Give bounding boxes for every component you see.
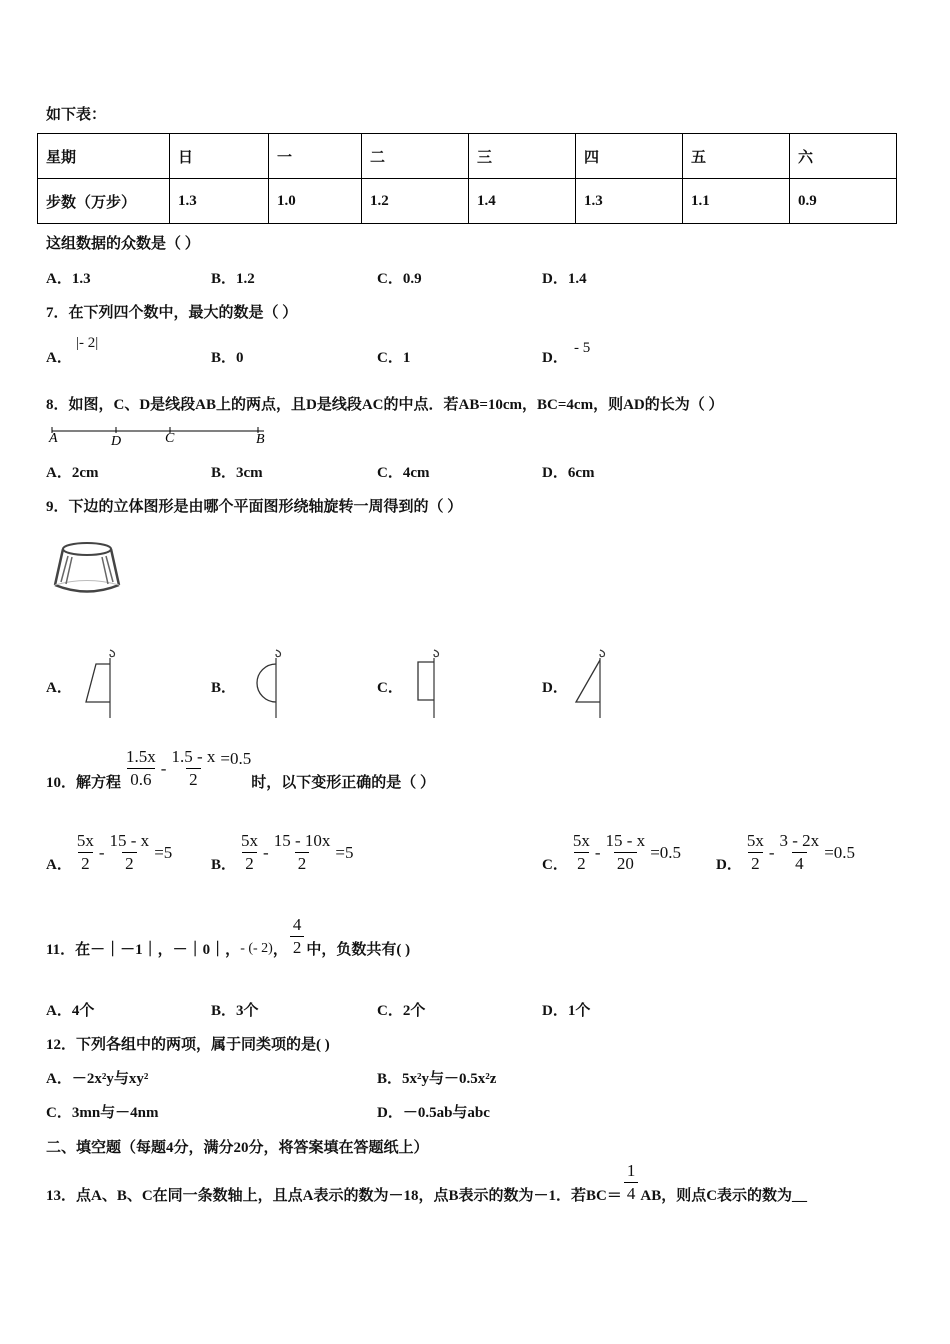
fraction bbox=[744, 830, 767, 875]
q10-option-d-label: D． bbox=[716, 857, 742, 873]
q11-option-b: B．3个 bbox=[211, 1003, 259, 1019]
q12-option-a: A．－2x²y与xy² bbox=[46, 1071, 149, 1087]
point-label-d: D bbox=[111, 434, 122, 448]
q10-prefix: 10．解方程 bbox=[46, 775, 122, 791]
point-label-b: B bbox=[256, 432, 265, 447]
q10-option-a-label: A． bbox=[46, 857, 72, 873]
q11-expression: - (- 2) bbox=[240, 940, 273, 956]
fraction bbox=[603, 830, 649, 875]
q11-option-a: A．4个 bbox=[46, 1003, 95, 1019]
q11-option-c: C．2个 bbox=[377, 1003, 426, 1019]
table-cell: 1.4 bbox=[469, 179, 576, 224]
q8-option-d: D．6cm bbox=[542, 465, 595, 481]
q13-suffix: AB，则点C表示的数为__ bbox=[640, 1188, 808, 1204]
q6-option-a: A．1.3 bbox=[46, 271, 91, 287]
fraction-denominator: 2 bbox=[295, 852, 310, 875]
q7-option-b: B．0 bbox=[211, 350, 244, 366]
q12-option-d: D．－0.5ab与abc bbox=[377, 1105, 490, 1121]
q11-stem bbox=[46, 914, 410, 959]
q10-option-c-label: C． bbox=[542, 857, 568, 873]
fraction-numerator: 15 - x bbox=[109, 831, 150, 850]
q11-prefix: 11．在－｜－1｜，－｜0｜， bbox=[46, 942, 241, 958]
fraction-numerator: 3 - 2x bbox=[779, 831, 820, 850]
table-cell: 六 bbox=[790, 134, 897, 179]
table-cell: 四 bbox=[576, 134, 683, 179]
q10-eq-fraction-2 bbox=[168, 746, 218, 791]
q9-option-b-label: B． bbox=[211, 680, 237, 696]
q8-line-segment-diagram bbox=[46, 424, 276, 448]
q10-option-d: D． $\frac{5x}{2}$ - $\frac{3 - 2x}{4}$ =0.5 bbox=[716, 831, 856, 873]
q9-option-b-semicircle-figure bbox=[250, 646, 290, 718]
table-cell: 1.1 bbox=[683, 179, 790, 224]
fraction bbox=[271, 830, 334, 875]
fraction-numerator: 1.5 - x bbox=[171, 747, 216, 766]
q6-stem: 这组数据的众数是（ ） bbox=[46, 236, 200, 252]
steps-table bbox=[37, 133, 897, 224]
q11-suffix: 中，负数共有( ) bbox=[306, 942, 411, 958]
table-cell: 步数（万步） bbox=[38, 179, 170, 224]
q9-option-d-label: D． bbox=[542, 680, 568, 696]
q13-prefix: 13．点A、B、C在同一条数轴上，且点A表示的数为－18，点B表示的数为－1．若BC＝ bbox=[46, 1188, 622, 1204]
q12-option-c: C．3mn与－4nm bbox=[46, 1105, 159, 1121]
q10-option-b-label: B． bbox=[211, 857, 237, 873]
fraction-denominator: 2 bbox=[122, 852, 137, 875]
q7-option-d-label: D． bbox=[542, 350, 568, 366]
q7-option-d-value: - 5 bbox=[574, 340, 591, 356]
fraction-denominator: 2 bbox=[78, 852, 93, 875]
fraction-denominator: 4 bbox=[624, 1182, 639, 1205]
q6-option-d: D．1.4 bbox=[542, 271, 587, 287]
table-cell: 1.0 bbox=[269, 179, 362, 224]
q9-option-c-label: C． bbox=[377, 680, 403, 696]
q10-option-c-rhs: =0.5 bbox=[650, 842, 682, 862]
fraction-numerator: 1.5x bbox=[126, 747, 156, 766]
q9-option-c-rectangle-figure bbox=[410, 646, 450, 718]
q7-option-a-value: |- 2| bbox=[76, 335, 99, 351]
q11-fraction bbox=[290, 914, 305, 959]
table-cell: 1.3 bbox=[170, 179, 269, 224]
fraction-denominator: 2 bbox=[748, 852, 763, 875]
table-cell: 日 bbox=[170, 134, 269, 179]
q10-eq-fraction-1 bbox=[123, 746, 159, 791]
fraction-denominator: 2 bbox=[186, 768, 201, 791]
q10-option-c: C． $\frac{5x}{2}$ - $\frac{15 - x}{20}$ =0.5 bbox=[542, 831, 682, 873]
q12-stem: 12．下列各组中的两项，属于同类项的是( ) bbox=[46, 1037, 330, 1053]
intro-text: 如下表： bbox=[46, 107, 107, 123]
q13-fraction bbox=[624, 1160, 639, 1205]
q9-stem: 9．下边的立体图形是由哪个平面图形绕轴旋转一周得到的（ ） bbox=[46, 499, 463, 515]
table-cell: 五 bbox=[683, 134, 790, 179]
fraction-denominator: 2 bbox=[574, 852, 589, 875]
q9-option-a-label: A． bbox=[46, 680, 72, 696]
point-label-c: C bbox=[165, 431, 175, 446]
q10-eq-rhs: =0.5 bbox=[220, 748, 252, 768]
section-heading-fill-in: 二、填空题（每题4分，满分20分，将答案填在答题纸上） bbox=[46, 1140, 429, 1156]
table-cell: 一 bbox=[269, 134, 362, 179]
fraction-numerator: 5x bbox=[76, 831, 94, 850]
q7-option-a-label: A． bbox=[46, 350, 72, 366]
q10-option-a-rhs: =5 bbox=[154, 842, 173, 862]
fraction bbox=[238, 830, 261, 875]
fraction-numerator: 4 bbox=[292, 915, 302, 934]
q11-option-d: D．1个 bbox=[542, 1003, 591, 1019]
fraction-numerator: 5x bbox=[241, 831, 259, 850]
fraction bbox=[74, 830, 97, 875]
point-label-a: A bbox=[49, 431, 58, 446]
q8-option-b: B．3cm bbox=[211, 465, 263, 481]
fraction-numerator: 5x bbox=[572, 831, 590, 850]
q7-option-c: C．1 bbox=[377, 350, 411, 366]
frustum-solid-figure bbox=[50, 538, 124, 600]
fraction-numerator: 15 - x bbox=[605, 831, 646, 850]
q6-option-c: C．0.9 bbox=[377, 271, 422, 287]
fraction-numerator: 5x bbox=[746, 831, 764, 850]
q10-option-b-rhs: =5 bbox=[335, 842, 354, 862]
table-cell: 0.9 bbox=[790, 179, 897, 224]
fraction bbox=[107, 830, 153, 875]
q10-option-d-rhs: =0.5 bbox=[824, 842, 856, 862]
fraction-numerator: 1 bbox=[626, 1161, 636, 1180]
q13-stem bbox=[46, 1160, 807, 1205]
q10-suffix: 时，以下变形正确的是（ ） bbox=[251, 775, 435, 791]
q9-option-d-triangle-figure bbox=[570, 646, 610, 718]
fraction bbox=[777, 830, 823, 875]
table-row bbox=[38, 179, 897, 224]
q11-comma: ， bbox=[272, 942, 288, 958]
q8-stem: 8．如图，C、D是线段AB上的两点，且D是线段AC的中点．若AB=10cm，BC=4cm，则AD的长为（ ） bbox=[46, 397, 724, 413]
fraction-numerator: 15 - 10x bbox=[273, 831, 331, 850]
q10-stem: 10．解方程 $\frac{1.5x}{0.6}$ - $\frac{1.5 - x}{2}$ =0.5 时，以下变形正确的是（ ） bbox=[46, 747, 435, 791]
q9-option-a-trapezoid-figure bbox=[80, 646, 120, 718]
table-cell: 三 bbox=[469, 134, 576, 179]
q8-option-c: C．4cm bbox=[377, 465, 430, 481]
q7-stem: 7．在下列四个数中，最大的数是（ ） bbox=[46, 305, 298, 321]
fraction-denominator: 20 bbox=[614, 852, 637, 875]
fraction-denominator: 2 bbox=[290, 936, 305, 959]
fraction-denominator: 4 bbox=[792, 852, 807, 875]
q10-option-b: B． $\frac{5x}{2}$ - $\frac{15 - 10x}{2}$ =5 bbox=[211, 831, 354, 873]
table-cell: 1.2 bbox=[362, 179, 469, 224]
table-row bbox=[38, 134, 897, 179]
q8-option-a: A．2cm bbox=[46, 465, 99, 481]
table-cell: 1.3 bbox=[576, 179, 683, 224]
fraction-denominator: 2 bbox=[242, 852, 257, 875]
table-cell: 二 bbox=[362, 134, 469, 179]
q10-option-a: A． $\frac{5x}{2}$ - $\frac{15 - x}{2}$ =5 bbox=[46, 831, 173, 873]
q12-option-b: B．5x²y与－0.5x²z bbox=[377, 1071, 497, 1087]
table-cell: 星期 bbox=[38, 134, 170, 179]
fraction-denominator: 0.6 bbox=[127, 768, 154, 791]
fraction bbox=[570, 830, 593, 875]
q6-option-b: B．1.2 bbox=[211, 271, 255, 287]
